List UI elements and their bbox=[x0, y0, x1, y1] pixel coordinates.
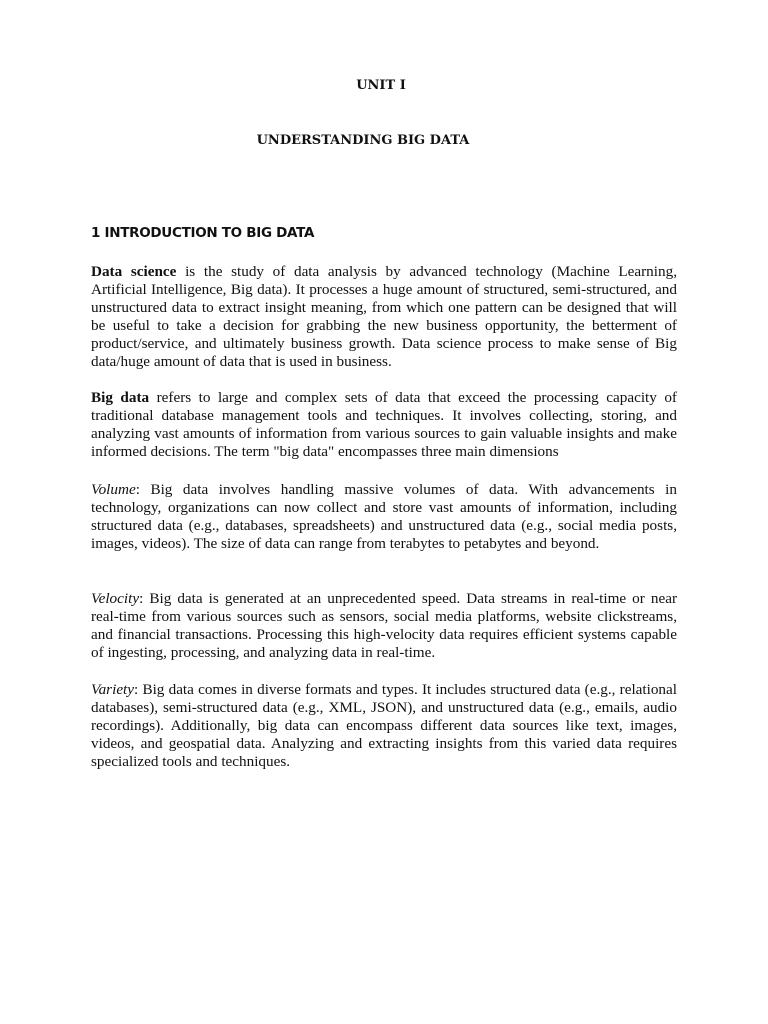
unit-title: UNIT I bbox=[356, 78, 406, 93]
paragraph-data-science bbox=[91, 263, 677, 372]
chapter-title: UNDERSTANDING BIG DATA bbox=[256, 133, 470, 148]
paragraph-text: : Big data involves handling massive volumes of data. With advancements in technology, organizations can now collect and store vast amounts of information, including structured data (e.g., databases, spreadsheets) and unstructured data (e.g., social media posts, images, videos). The size of data can range from terabytes to petabytes and beyond. bbox=[91, 481, 677, 553]
term-velocity: Velocity bbox=[91, 590, 140, 607]
term-volume: Volume bbox=[91, 481, 136, 498]
paragraph-text: : Big data comes in diverse formats and types. It includes structured data (e.g., relational databases), semi-structured data (e.g., XML, JSON), and unstructured data (e.g., emails, audio recordings). Additionally, big data can encompass different data sources like text, images, videos, and geospatial data. Analyzing and extracting insights from this varied data requires specialized tools and techniques. bbox=[91, 681, 677, 771]
paragraph-velocity bbox=[91, 590, 677, 662]
term-variety: Variety bbox=[91, 681, 135, 698]
paragraph-variety bbox=[91, 681, 677, 771]
paragraph-volume bbox=[91, 481, 677, 553]
paragraph-text: : Big data is generated at an unprecedented speed. Data streams in real-time or near real-time from various sources such as sensors, social media platforms, website clickstreams, and financial transactions. Processing this high-velocity data requires efficient systems capable of ingesting, processing, and analyzing data in real-time. bbox=[91, 590, 677, 662]
term-big-data: Big data bbox=[91, 389, 150, 406]
paragraph-text: refers to large and complex sets of data that exceed the processing capacity of traditional database management tools and techniques. It involves collecting, storing, and analyzing vast amounts of information from various sources to gain valuable insights and make informed decisions. The term "big data" encompasses three main dimensions bbox=[91, 389, 677, 461]
term-data-science: Data science bbox=[91, 263, 177, 280]
paragraph-big-data bbox=[91, 389, 677, 461]
section-heading: 1 INTRODUCTION TO BIG DATA bbox=[91, 225, 315, 241]
paragraph-text: is the study of data analysis by advanced technology (Machine Learning, Artificial Intelligence, Big data). It processes a huge amount of structured, semi-structured, and unstructured data to extract insight meaning, from which one pattern can be designed that will be useful to take a decision for grabbing the new business opportunity, the betterment of product/service, and ultimately business growth. Data science process to make sense of Big data/huge amount of data that is used in business. bbox=[91, 263, 677, 371]
